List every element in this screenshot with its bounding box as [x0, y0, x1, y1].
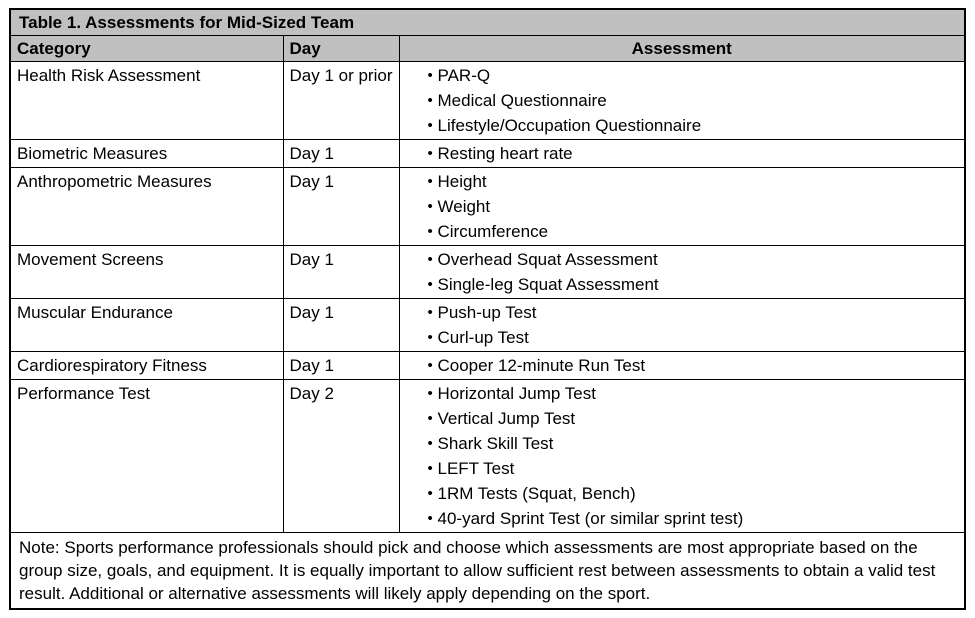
category-cell: Anthropometric Measures: [10, 168, 283, 246]
assessment-item: [404, 169, 961, 194]
bullet-icon: •: [427, 251, 433, 268]
bullet-icon: •: [427, 198, 433, 215]
category-cell: Cardiorespiratory Fitness: [10, 352, 283, 380]
assessment-item-label: Weight: [437, 197, 491, 216]
assessment-item-label: Shark Skill Test: [437, 434, 554, 453]
assessment-item: [404, 481, 961, 506]
assessment-cell: [399, 246, 965, 299]
assessment-item: [404, 506, 961, 531]
table-note: Note: Sports performance professionals should pick and choose which assessments are most appropriate based on the group size, goals, and equipment. It is equally important to allow sufficient rest between assessments to obtain a valid test result. Additional or alternative assessments will likely apply depending on the sport.: [10, 533, 965, 610]
assessment-item: [404, 381, 961, 406]
assessment-item: [404, 431, 961, 456]
assessment-item: [404, 63, 961, 88]
category-cell: Biometric Measures: [10, 140, 283, 168]
assessment-item-label: Medical Questionnaire: [437, 91, 607, 110]
table-row: [10, 140, 965, 168]
assessment-item-label: Overhead Squat Assessment: [437, 250, 658, 269]
assessment-item: [404, 88, 961, 113]
assessment-cell: [399, 380, 965, 533]
assessment-item: [404, 219, 961, 244]
assessment-item: [404, 247, 961, 272]
assessment-item-label: LEFT Test: [437, 459, 515, 478]
table-title: Table 1. Assessments for Mid-Sized Team: [10, 9, 965, 36]
column-header-day: Day: [283, 36, 399, 62]
table-row: [10, 62, 965, 140]
assessment-item-label: Height: [437, 172, 487, 191]
assessment-item-label: 1RM Tests (Squat, Bench): [437, 484, 636, 503]
assessment-list: [404, 141, 961, 166]
category-cell: Movement Screens: [10, 246, 283, 299]
bullet-icon: •: [427, 410, 433, 427]
bullet-icon: •: [427, 145, 433, 162]
assessment-item: [404, 113, 961, 138]
bullet-icon: •: [427, 435, 433, 452]
bullet-icon: •: [427, 276, 433, 293]
assessments-table: [9, 8, 966, 610]
assessment-list: [404, 353, 961, 378]
bullet-icon: •: [427, 117, 433, 134]
table-row: [10, 380, 965, 533]
assessment-item-label: Resting heart rate: [437, 144, 573, 163]
bullet-icon: •: [427, 510, 433, 527]
table-body: [10, 62, 965, 533]
assessment-item: [404, 406, 961, 431]
table-header-row: [10, 36, 965, 62]
bullet-icon: •: [427, 304, 433, 321]
assessment-item-label: Horizontal Jump Test: [437, 384, 596, 403]
bullet-icon: •: [427, 67, 433, 84]
table-row: [10, 352, 965, 380]
assessment-cell: [399, 168, 965, 246]
day-cell: Day 1 or prior: [283, 62, 399, 140]
day-cell: Day 1: [283, 168, 399, 246]
assessment-cell: [399, 140, 965, 168]
category-cell: Muscular Endurance: [10, 299, 283, 352]
column-header-assessment: Assessment: [399, 36, 965, 62]
day-cell: Day 1: [283, 352, 399, 380]
bullet-icon: •: [427, 329, 433, 346]
assessment-item-label: Curl-up Test: [437, 328, 529, 347]
table-row: [10, 299, 965, 352]
assessment-item: [404, 272, 961, 297]
assessment-item-label: Single-leg Squat Assessment: [437, 275, 659, 294]
assessment-item: [404, 194, 961, 219]
day-cell: Day 1: [283, 299, 399, 352]
day-cell: Day 2: [283, 380, 399, 533]
bullet-icon: •: [427, 223, 433, 240]
day-cell: Day 1: [283, 140, 399, 168]
assessment-list: [404, 63, 961, 138]
assessment-item-label: Lifestyle/Occupation Questionnaire: [437, 116, 702, 135]
day-cell: Day 1: [283, 246, 399, 299]
assessment-item: [404, 456, 961, 481]
bullet-icon: •: [427, 460, 433, 477]
assessment-item: [404, 325, 961, 350]
bullet-icon: •: [427, 173, 433, 190]
assessment-item-label: PAR-Q: [437, 66, 491, 85]
bullet-icon: •: [427, 385, 433, 402]
assessment-cell: [399, 62, 965, 140]
assessment-item: [404, 300, 961, 325]
assessment-list: [404, 300, 961, 350]
assessment-cell: [399, 352, 965, 380]
bullet-icon: •: [427, 357, 433, 374]
assessment-item-label: Vertical Jump Test: [437, 409, 576, 428]
assessment-list: [404, 247, 961, 297]
table-title-row: [10, 9, 965, 36]
note-row: [10, 533, 965, 610]
assessment-list: [404, 169, 961, 244]
assessment-list: [404, 381, 961, 531]
bullet-icon: •: [427, 485, 433, 502]
assessment-item-label: Cooper 12-minute Run Test: [437, 356, 646, 375]
assessment-cell: [399, 299, 965, 352]
category-cell: Performance Test: [10, 380, 283, 533]
table-row: [10, 168, 965, 246]
column-header-category: Category: [10, 36, 283, 62]
assessment-item-label: Circumference: [437, 222, 549, 241]
assessment-item: [404, 353, 961, 378]
assessment-item-label: 40-yard Sprint Test (or similar sprint test): [437, 509, 744, 528]
category-cell: Health Risk Assessment: [10, 62, 283, 140]
assessment-item-label: Push-up Test: [437, 303, 537, 322]
table-row: [10, 246, 965, 299]
assessment-item: [404, 141, 961, 166]
bullet-icon: •: [427, 92, 433, 109]
